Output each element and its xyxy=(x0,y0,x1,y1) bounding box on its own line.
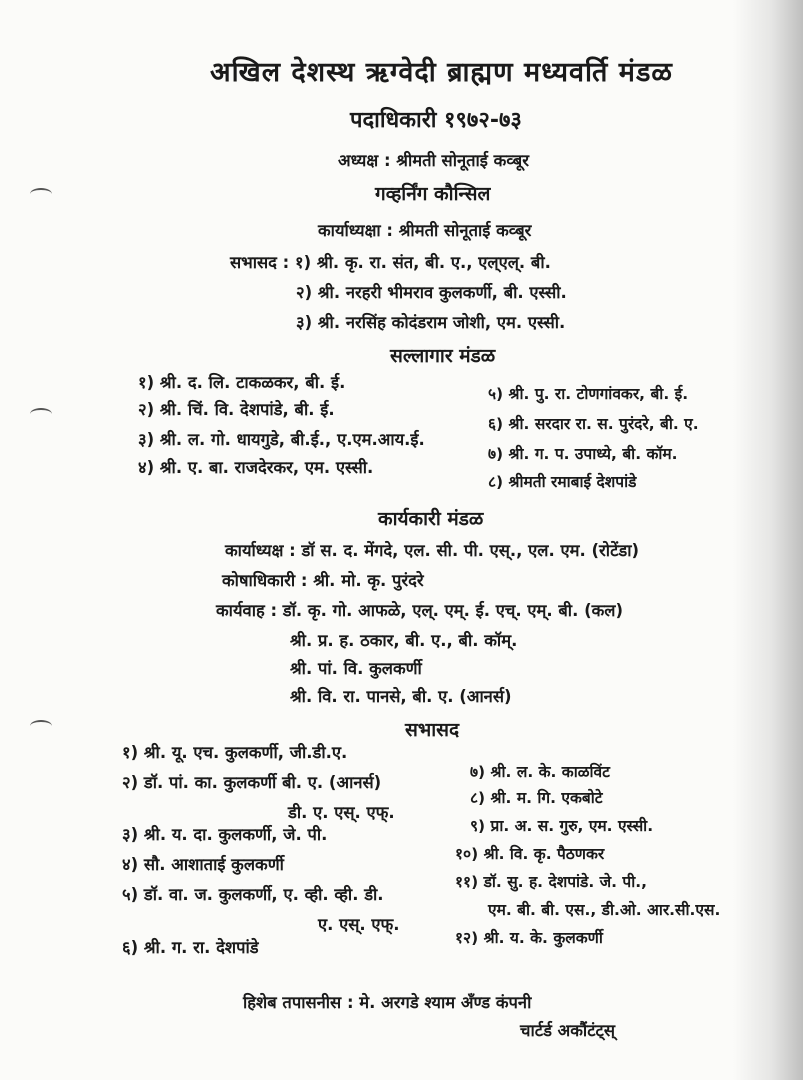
advisory-member: २) श्री. चिं. वि. देशपांडे, बी. ई. xyxy=(138,400,335,419)
auditors-title: चार्टर्ड अकौंटंट्स् xyxy=(520,1021,615,1040)
advisory-member: ८) श्रीमती रमाबाई देशपांडे xyxy=(488,473,637,491)
executive-secretary: श्री. प्र. ह. ठकार, बी. ए., बी. कॉम्. xyxy=(290,631,518,650)
council-member: ३) श्री. नरसिंह कोदंडराम जोशी, एम. एस्सी. xyxy=(296,313,566,332)
members-heading: सभासद xyxy=(405,719,460,741)
member-entry: ९) प्रा. अ. स. गुरु, एम. एस्सी. xyxy=(470,817,654,835)
advisory-member: १) श्री. द. लि. टाकळकर, बी. ई. xyxy=(138,373,346,392)
member-entry: ११) डॉ. सु. ह. देशपांडे. जे. पी., xyxy=(455,873,648,891)
member-entry: ४) सौ. आशाताई कुलकर्णी xyxy=(122,855,284,874)
governing-council-heading: गव्हर्निंग कौन्सिल xyxy=(375,183,491,205)
executive-secretary: श्री. वि. रा. पानसे, बी. ए. (आनर्स) xyxy=(290,687,512,706)
hole-punch-mark xyxy=(30,188,52,200)
member-entry: ६) श्री. ग. रा. देशपांडे xyxy=(122,938,259,957)
member-entry: ए. एस्. एफ्. xyxy=(318,915,400,934)
executive-secretary: कार्यवाह : डॉ. कृ. गो. आफळे, एल्. एम्. ई. एच्. एम्. बी. (कल) xyxy=(216,601,624,620)
auditors-line: हिशेब तपासनीस : मे. अरगडे श्याम अँण्ड कंपनी xyxy=(243,993,532,1012)
advisory-member: ३) श्री. ल. गो. धायगुडे, बी.ई., ए.एम.आय.ई. xyxy=(138,430,425,449)
executive-board-heading: कार्यकारी मंडळ xyxy=(378,508,484,530)
executive-treasurer: कोषाधिकारी : श्री. मो. कृ. पुरंदरे xyxy=(222,571,424,590)
member-entry: ५) डॉ. वा. ज. कुलकर्णी, ए. व्ही. व्ही. डी. xyxy=(122,885,384,904)
executive-secretary: श्री. पां. वि. कुलकर्णी xyxy=(290,659,422,678)
advisory-member: ४) श्री. ए. बा. राजदेरकर, एम. एस्सी. xyxy=(138,458,374,477)
hole-punch-mark xyxy=(30,408,52,420)
advisory-member: ६) श्री. सरदार रा. स. पुरंदरे, बी. ए. xyxy=(488,415,699,433)
advisory-member: ७) श्री. ग. प. उपाध्ये, बी. कॉम. xyxy=(488,445,678,463)
council-member: २) श्री. नरहरी भीमराव कुलकर्णी, बी. एस्सी. xyxy=(296,283,567,302)
member-entry: ८) श्री. म. गि. एकबोटे xyxy=(470,789,603,807)
member-entry: १) श्री. यू. एच. कुलकर्णी, जी.डी.ए. xyxy=(122,743,348,762)
member-entry: १०) श्री. वि. कृ. पैठणकर xyxy=(455,845,605,863)
hole-punch-mark xyxy=(30,720,52,732)
office-bearers-heading: पदाधिकारी १९७२-७३ xyxy=(350,108,522,133)
member-entry: ३) श्री. य. दा. कुलकर्णी, जे. पी. xyxy=(122,825,328,844)
member-entry: डी. ए. एस्. एफ्. xyxy=(288,803,395,822)
president-line: अध्यक्ष : श्रीमती सोनूताई कव्बूर xyxy=(338,151,529,170)
council-member: सभासद : १) श्री. कृ. रा. संत, बी. ए., एल्एल्. बी. xyxy=(230,253,551,272)
org-title: अखिल देशस्थ ऋग्वेदी ब्राह्मण मध्यवर्ति मंडळ xyxy=(210,57,673,88)
council-chairperson: कार्याध्यक्षा : श्रीमती सोनूताई कव्बूर xyxy=(318,221,532,240)
advisory-member: ५) श्री. पु. रा. टोणगांवकर, बी. ई. xyxy=(488,385,689,403)
member-entry: एम. बी. बी. एस., डी.ओ. आर.सी.एस. xyxy=(488,901,721,919)
member-entry: ७) श्री. ल. के. काळविंट xyxy=(470,763,610,781)
member-entry: १२) श्री. य. के. कुलकर्णी xyxy=(455,929,603,947)
advisory-board-heading: सल्लागार मंडळ xyxy=(390,345,496,367)
executive-chairperson: कार्याध्यक्ष : डॉ स. द. मेंगदे, एल. सी. पी. एस्., एल. एम. (रोटेंडा) xyxy=(225,541,640,560)
page-edge-shadow xyxy=(733,0,803,1080)
member-entry: २) डॉ. पां. का. कुलकर्णी बी. ए. (आनर्स) xyxy=(122,773,382,792)
